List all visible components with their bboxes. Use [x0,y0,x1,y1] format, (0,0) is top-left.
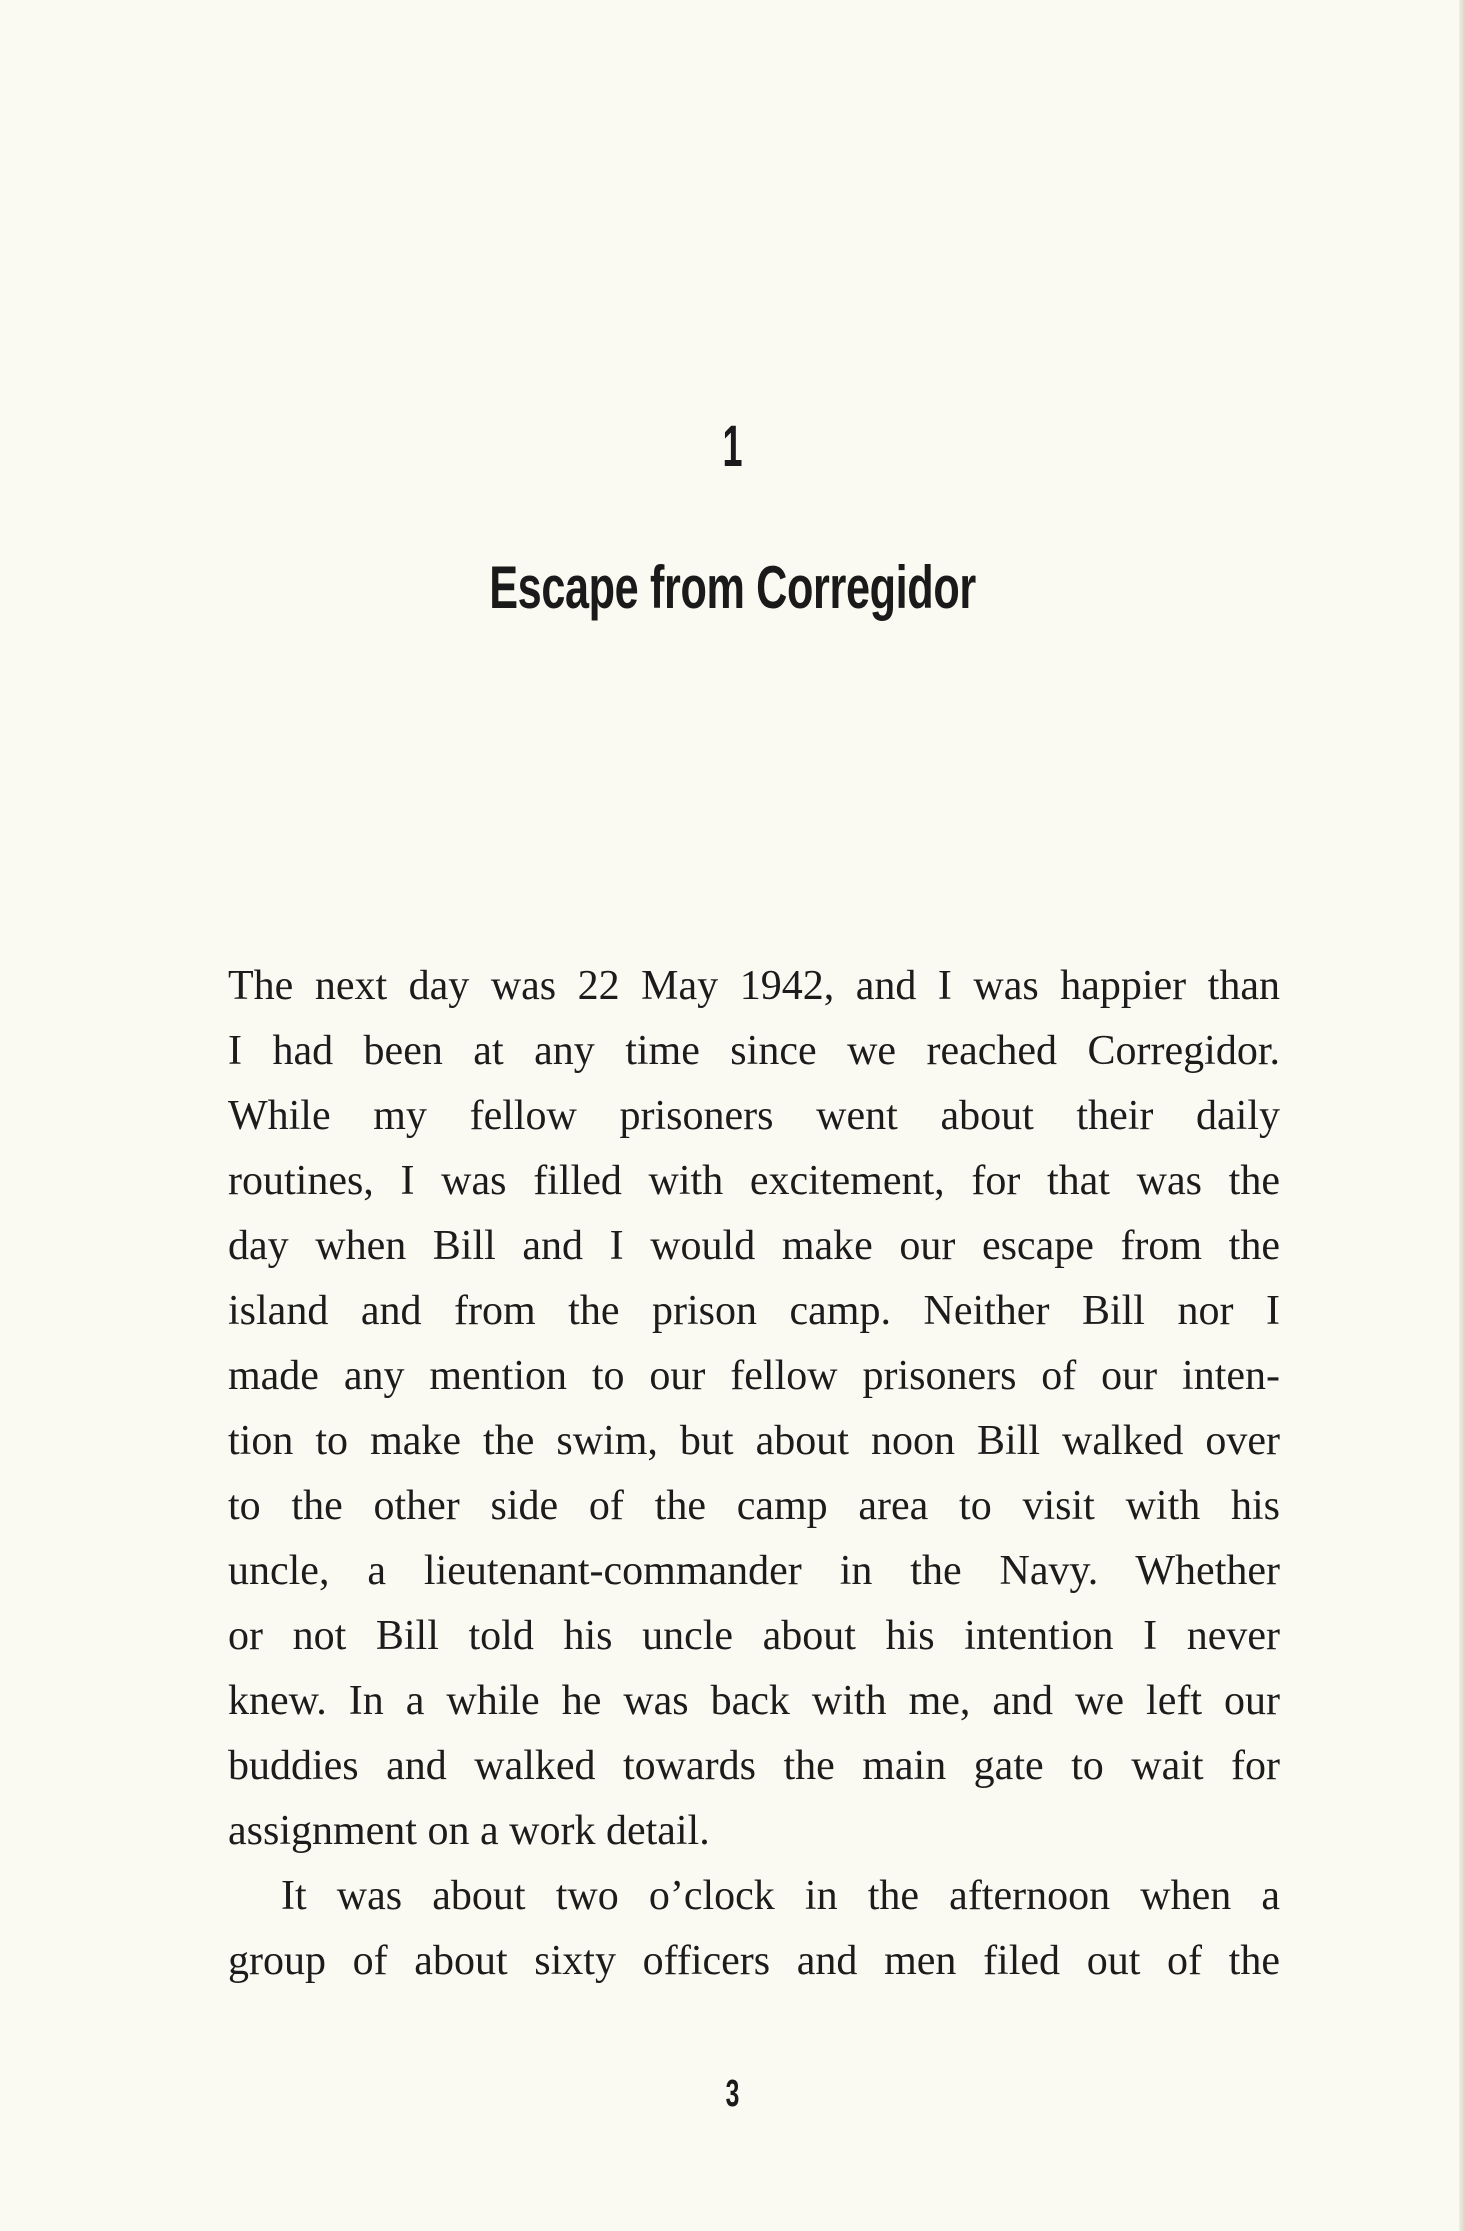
chapter-title: Escape from Corregidor [489,554,976,621]
text-line: routines, I was filled with excitement, for that was the [228,1158,1280,1204]
page-edge [1459,0,1465,2231]
text-line: It was about two o’clock in the afternoon when a [281,1873,1280,1919]
text-line: day when Bill and I would make our escape from the [228,1223,1280,1269]
text-line: to the other side of the camp area to visit with his [228,1483,1280,1529]
text-line: made any mention to our fellow prisoners of our inten- [228,1353,1280,1399]
text-line: buddies and walked towards the main gate to wait for [228,1743,1280,1789]
text-line: group of about sixty officers and men filed out of the [228,1938,1280,1984]
text-line: While my fellow prisoners went about their daily [228,1093,1280,1139]
text-line: assignment on a work detail. [228,1808,710,1854]
chapter-number: 1 [722,414,743,479]
text-line: uncle, a lieutenant-commander in the Navy. Whether [228,1548,1280,1594]
text-line: I had been at any time since we reached Corregidor. [228,1028,1280,1074]
text-line: tion to make the swim, but about noon Bill walked over [228,1418,1280,1464]
body-text [228,954,1280,1994]
page-number: 3 [725,2073,740,2115]
text-line: or not Bill told his uncle about his intention I never [228,1613,1280,1659]
text-line: The next day was 22 May 1942, and I was happier than [228,963,1280,1009]
text-line: knew. In a while he was back with me, and we left our [228,1678,1280,1724]
text-line: island and from the prison camp. Neither Bill nor I [228,1288,1280,1334]
